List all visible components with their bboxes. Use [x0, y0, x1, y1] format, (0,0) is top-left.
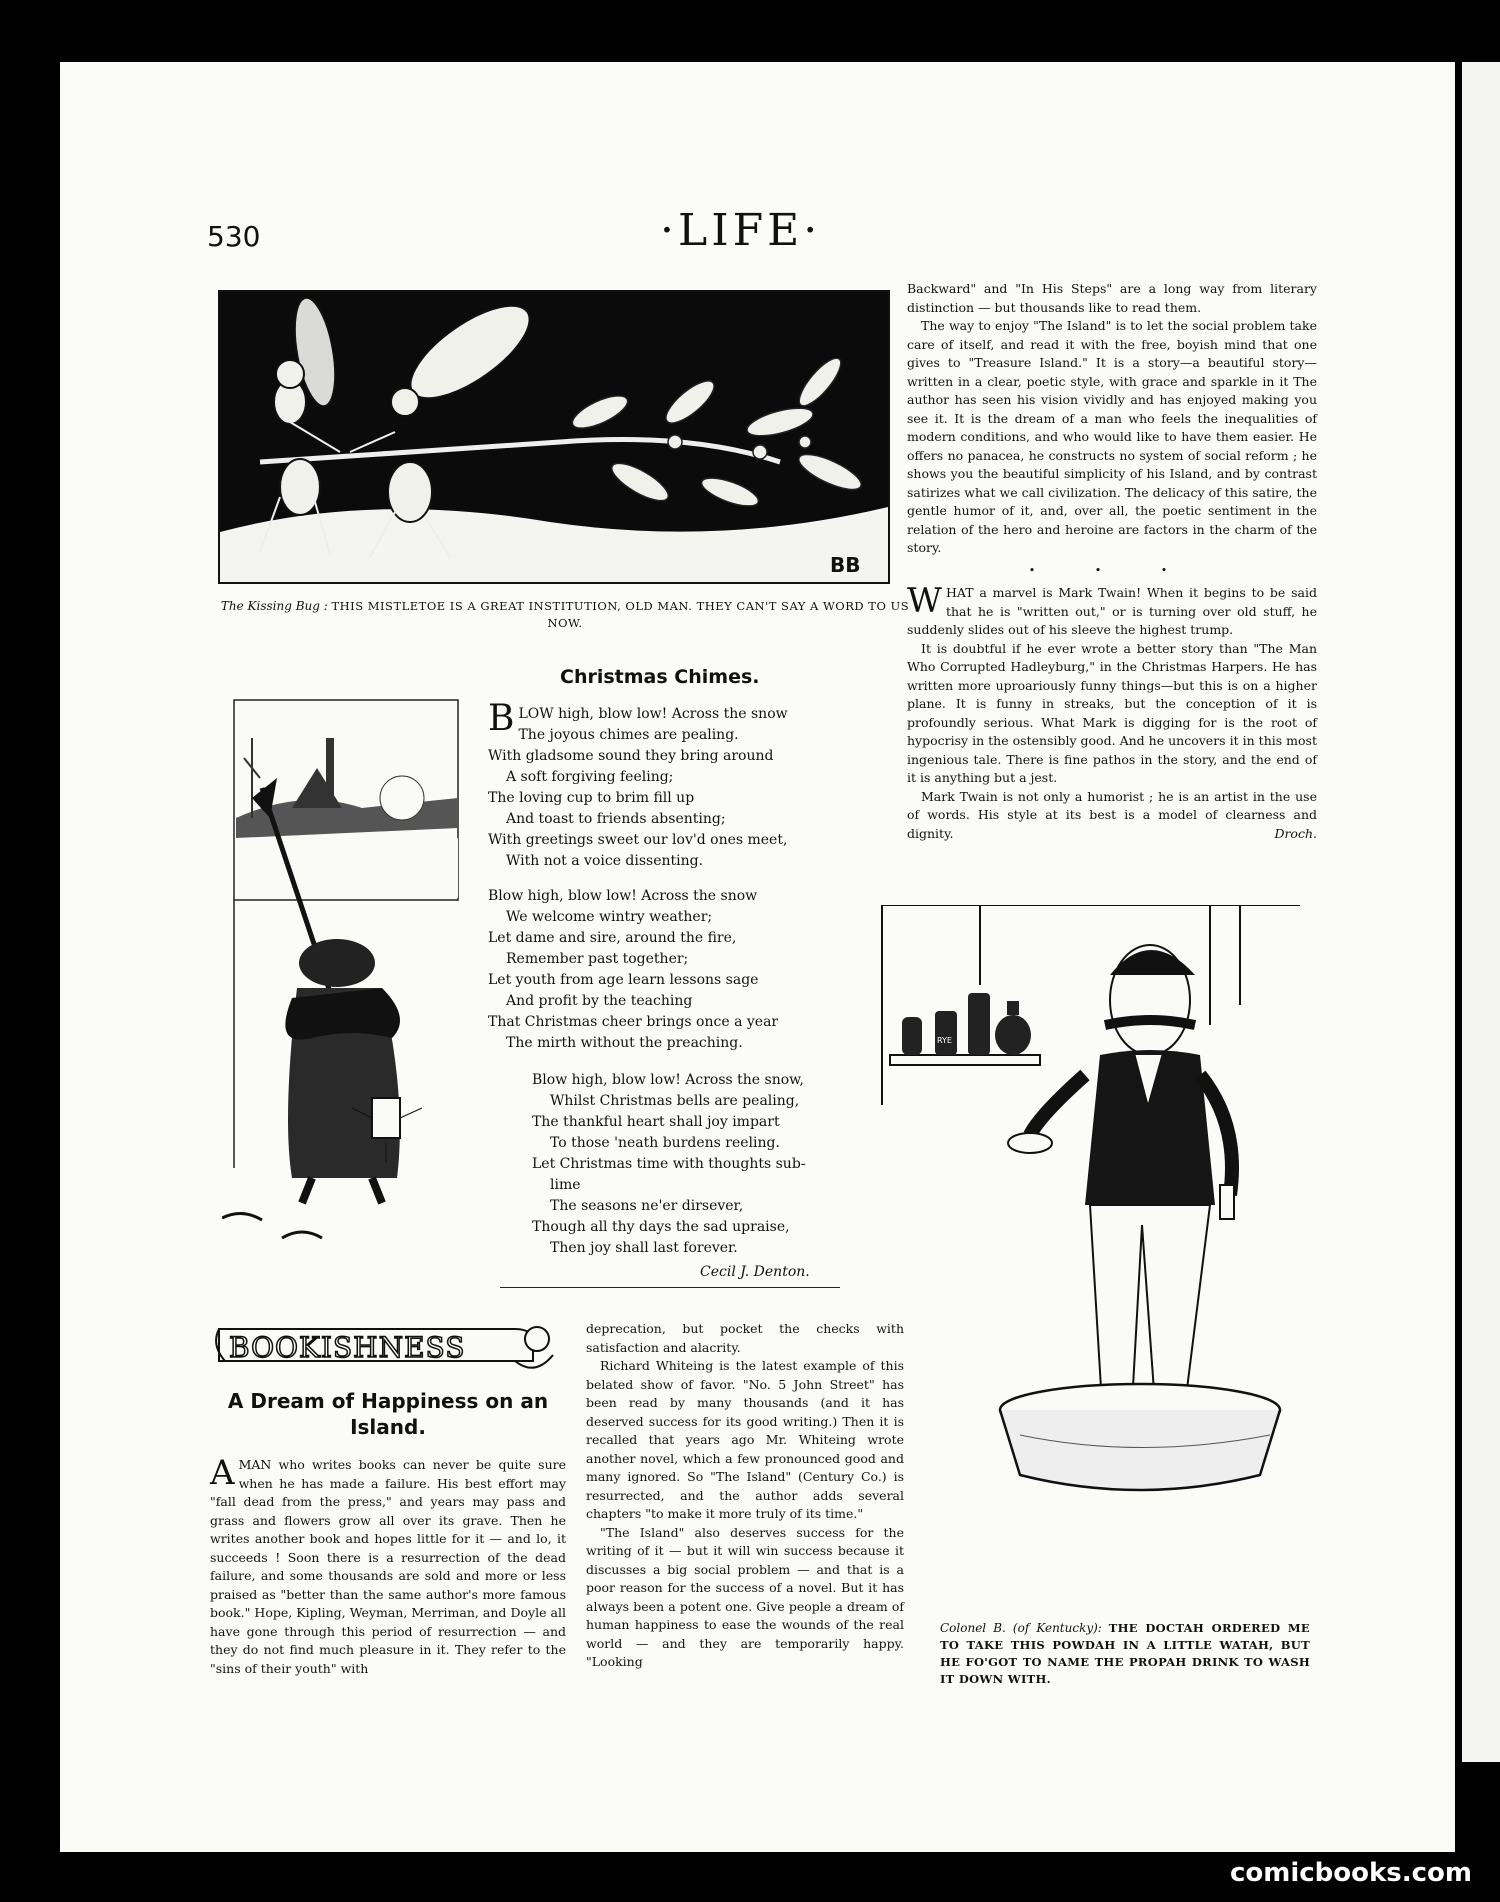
article-column-2	[586, 1320, 904, 1672]
caption-text: THE DOCTAH ORDERED ME TO TAKE THIS POWDAH IN A LITTLE WATAH, BUT HE FO'GOT TO NAME THE PROPAH DRINK TO WASH IT DOWN WITH.	[940, 1621, 1310, 1686]
poem-line: Blow high, blow low! Across the snow	[488, 888, 758, 904]
drop-cap: B	[488, 698, 515, 739]
poem-line: That Christmas cheer brings once a year	[488, 1014, 779, 1030]
caption-speaker: Colonel B. (of Kentucky):	[940, 1621, 1102, 1635]
poem-line: lime	[550, 1177, 581, 1193]
poem-line: With greetings sweet our lov'd ones meet,	[488, 832, 788, 848]
poem-stanza-2	[488, 886, 778, 1054]
poem-line: The mirth without the preaching.	[506, 1035, 743, 1051]
banner-text: BOOKISHNESS	[229, 1331, 466, 1364]
adjacent-page-edge	[1462, 62, 1500, 1762]
drop-cap: W	[907, 581, 942, 621]
article-title: A Dream of Happiness on an Island.	[227, 1389, 549, 1439]
masthead: ·LIFE·	[660, 205, 822, 256]
divider-rule	[500, 1287, 840, 1288]
paragraph: It is doubtful if he ever wrote a better story than "The Man Who Corrupted Hadleyburg," in the Christmas Harpers. He has written more uproariously funny things—but this is on a higher plane. It is funny in streaks, but the conception of it is profoundly serious. What Mark is digging for is the root of hypocrisy in the ostensibly good. And he uncovers it in this most ingenious tale. There is fine pathos in the story, and the end of it is anything but a jest.	[907, 640, 1317, 785]
section-dots: • • •	[1028, 563, 1196, 577]
poem-line: Let Christmas time with thoughts sub-	[532, 1156, 806, 1172]
bottom-cartoon-caption	[940, 1620, 1310, 1688]
poem-title: Christmas Chimes.	[560, 666, 760, 688]
paragraph: deprecation, but pocket the checks with satisfaction and alacrity.	[586, 1321, 904, 1355]
drop-cap: A	[210, 1453, 235, 1493]
paragraph: Mark Twain is not only a humorist ; he is an artist in the use of words. His style at its best is a model of clearness and dignity.	[907, 788, 1317, 841]
caption-speaker: The Kissing Bug :	[220, 599, 328, 613]
paragraph: "The Island" also deserves success for the writing of it — but it will win success because it discusses a big social problem — and that is a poor reason for the success of a novel. But it has always been a potent one. Give people a dream of human happiness to ease the wounds of the real world — and they are temporarily happy. "Looking	[586, 1524, 904, 1669]
article-column-1	[210, 1453, 566, 1678]
paragraph: WHAT a marvel is Mark Twain! When it begins to be said that he is "written out," or is turning over old stuff, he suddenly slides out of his sleeve the highest trump.	[907, 581, 1317, 637]
poem-line: Remember past together;	[506, 951, 689, 967]
poem-stanza-1	[488, 698, 788, 872]
poem-line: Let dame and sire, around the fire,	[488, 930, 737, 946]
poem-line: We welcome wintry weather;	[506, 909, 713, 925]
poem-line: Though all thy days the sad upraise,	[532, 1219, 790, 1235]
paragraph: The way to enjoy "The Island" is to let the social problem take care of itself, and read it with the free, boyish mind that one gives to "Treasure Island." It is a story—a beautiful story—written in a clear, poetic style, with grace and sparkle in it The author has seen his vision vividly and has enjoyed making you see it. It is the dream of a man who feels the inequalities of modern conditions, and who would like to have them easier. He offers no panacea, he constructs no system of social reform ; he shows you the beautiful simplicity of his Island, and by contrast satirizes what we call civilization. The delicacy of this satire, the gentle humor of it, and, over all, the poetic sentiment in the relation of the hero and heroine are factors in the charm of the story.	[907, 318, 1317, 555]
poem-line: Let youth from age learn lessons sage	[488, 972, 759, 988]
poem-line: Then joy shall last forever.	[550, 1240, 738, 1256]
poem-line: The thankful heart shall joy impart	[532, 1114, 780, 1130]
poem-line: And toast to friends absenting;	[506, 811, 726, 827]
poem-author: Cecil J. Denton.	[700, 1264, 810, 1280]
poem-line: The joyous chimes are pealing.	[518, 727, 739, 743]
paragraph: Richard Whiteing is the latest example of this belated show of favor. "No. 5 John Street" has been read by many thousands (and it has deserved success for its good writing.) Then it is recalled that years ago Mr. Whiteing wrote another novel, which a few pronounced good and many ignored. So "The Island" (Century Co.) is resurrected, and the author adds several chapters "to make it more truly of its time."	[586, 1358, 904, 1521]
poem-line: The loving cup to brim fill up	[488, 790, 695, 806]
poem-line: LOW high, blow low! Across the snow	[518, 706, 788, 722]
artist-monogram: BB	[830, 553, 861, 577]
bottle-label: RYE	[937, 1036, 952, 1045]
site-watermark: comicbooks.com	[1229, 1858, 1472, 1888]
caption-text: THIS MISTLETOE IS A GREAT INSTITUTION, OLD MAN. THEY CAN'T SAY A WORD TO US NOW.	[331, 599, 910, 630]
kissing-bug-cartoon	[218, 290, 890, 584]
colonel-cartoon	[880, 905, 1300, 1515]
paragraph: AMAN who writes books can never be quite sure when he has made a failure. His best effort may "fall dead from the press," and years may pass and grass and flowers grow all over its grave. Then he writes another book and hopes little for it — and lo, it succeeds ! Soon there is a resurrection of the dead failure, and some thousands are sold and more or less praised as "better than the same author's more famous book." Hope, Kipling, Weyman, Merriman, and Doyle all have gone through this period of resurrection — and they do not find much pleasure in it. They refer to the "sins of their youth" with	[210, 1453, 566, 1676]
poem-line: Blow high, blow low! Across the snow,	[532, 1072, 804, 1088]
poem-line: Whilst Christmas bells are pealing,	[550, 1093, 800, 1109]
poem-line: With gladsome sound they bring around	[488, 748, 774, 764]
poem-line: And profit by the teaching	[506, 993, 693, 1009]
poem-stanza-3	[532, 1070, 806, 1259]
bookishness-banner	[215, 1315, 557, 1379]
winter-illustration	[222, 698, 460, 1260]
poem-line: To those 'neath burdens reeling.	[550, 1135, 780, 1151]
poem-line: With not a voice dissenting.	[506, 853, 704, 869]
poem-line: A soft forgiving feeling;	[506, 769, 674, 785]
review-continuation	[907, 280, 1317, 844]
page-number: 530	[207, 220, 261, 253]
top-cartoon-caption	[210, 598, 920, 632]
signature: Droch.	[1274, 826, 1317, 841]
poem-line: The seasons ne'er dirsever,	[550, 1198, 744, 1214]
paragraph: Backward" and "In His Steps" are a long way from literary distinction — but thousands like to read them.	[907, 281, 1317, 315]
